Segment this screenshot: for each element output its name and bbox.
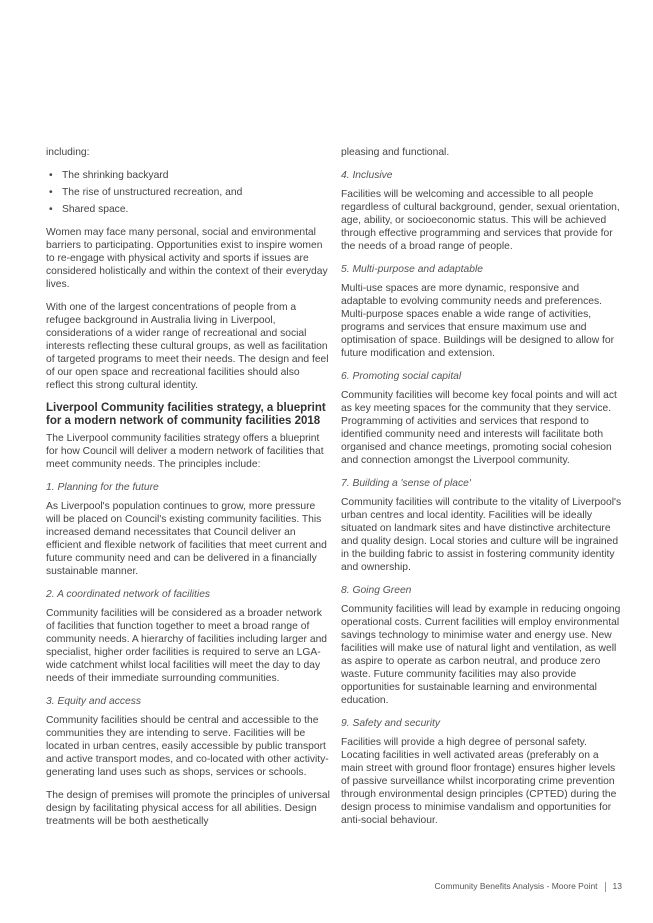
footer-doc-title: Community Benefits Analysis - Moore Point (434, 881, 598, 891)
bullet-list (46, 169, 330, 216)
principle-1-title: 1. Planning for the future (46, 482, 159, 493)
principle-2-text: Community facilities will be considered as a broader network of facilities that function together to meet a broad range of community needs. A hierarchy of facilities including larger and specialist, higher order facilities is required to serve an LGA-wide catchment whilst local facilities will meet the day to day needs of their immediate surrounding communities. (46, 608, 328, 684)
principle-4-text: Facilities will be welcoming and accessible to all people regardless of cultural background, gender, sexual orientation, age, ability, or socioeconomic status. This will be achieved through effective programming and services that provide for the needs of a broad range of people. (341, 189, 620, 252)
principle-9-title: 9. Safety and security (341, 718, 441, 729)
principle-6-title: 6. Promoting social capital (341, 371, 462, 382)
principle-5-title: 5. Multi-purpose and adaptable (341, 264, 483, 275)
principle-4-title: 4. Inclusive (341, 170, 393, 181)
principle-5-text: Multi-use spaces are more dynamic, responsive and adaptable to evolving community needs and preferences. Multi-purpose spaces enable a wide range of activities, programs and services that ensure maximum use and optimisation of space. Buildings will be designed to allow for future modification and extension. (341, 283, 615, 359)
principle-3-text-a: Community facilities should be central and accessible to the communities they are intending to serve. Facilities will be located in urban centres, easily accessible by public transport and active transport modes, and co-located with other activity-generating land uses such as shops, services or schools. (46, 715, 329, 778)
left-column (46, 146, 330, 838)
principle-9-text: Facilities will provide a high degree of personal safety. Locating facilities in well activated areas (preferably on a main street with ground floor frontage) ensures higher levels of passive surveillance whilst incorporating crime prevention through environmental design principles (CPTED) during the design process to minimise vandalism and opportunities for anti-social behaviour. (341, 737, 617, 826)
principle-8-text: Community facilities will lead by example in reducing ongoing operational costs. Current facilities will employ environmental savings technology to minimise water and energy use. New facilities will make use of natural light and ventilation, as well as aspire to operate as carbon neutral, and produce zero waste. Future community facilities may also provide opportunities for sustainable learning and environmental education. (341, 604, 621, 706)
section-intro: The Liverpool community facilities strategy offers a blueprint for how Council will deliver a modern network of facilities that meet community needs. The principles include: (46, 433, 324, 470)
principle-7-text: Community facilities will contribute to the vitality of Liverpool's urban centres and local identity. Facilities will be ideally situated on landmark sites and have distinctive architecture and quality design. Local stories and culture will be ingrained in the building fabric to assist in fostering community identity and ownership. (341, 497, 622, 573)
principle-2-title: 2. A coordinated network of facilities (46, 589, 211, 600)
page-footer (435, 880, 622, 893)
list-item: • The shrinking backyard (49, 170, 169, 181)
principle-6-text: Community facilities will become key focal points and will act as key meeting spaces for the community that they service. Programming of activities and services that respond to identified community need and interests will facilitate both organised and chance meetings, promoting social cohesion and connection amongst the Liverpool community. (341, 390, 617, 466)
section-heading: Liverpool Community facilities strategy, a blueprint for a modern network of community facilities 2018 (46, 402, 326, 427)
principle-8-title: 8. Going Green (341, 585, 412, 596)
list-item: • The rise of unstructured recreation, and (49, 187, 243, 198)
page-number: 13 (612, 881, 622, 891)
paragraph-refugee: With one of the largest concentrations of people from a refugee background in Australia living in Liverpool, considerations of a wider range of recreational and social interests reflecting these cultural groups, as well as facilitation of targeted programs to meet their needs. The design and feel of our open space and recreational facilities should also reflect this strong cultural identity. (46, 302, 329, 391)
principle-3-text-b: The design of premises will promote the principles of universal design by facilitating physical access for all abilities. Design treatments will be both aesthetically (46, 790, 330, 827)
continuation-text: pleasing and functional. (341, 147, 450, 158)
paragraph-women: Women may face many personal, social and environmental barriers to participating. Opportunities exist to inspire women to re-engage with physical activity and sports if issues are considered holistically and within the context of their everyday lives. (46, 227, 328, 290)
list-item: • Shared space. (49, 204, 129, 215)
principle-1-text: As Liverpool's population continues to grow, more pressure will be placed on Council's existing community facilities. This increased demand necessitates that Council deliver an efficient and flexible network of facilities that meet current and future community need and can be delivered in a financially sustainable manner. (46, 501, 327, 577)
footer-divider (605, 882, 606, 892)
right-column (341, 146, 623, 837)
principle-7-title: 7. Building a 'sense of place' (341, 478, 471, 489)
principle-3-title: 3. Equity and access (46, 696, 142, 707)
intro-text: including: (46, 147, 90, 158)
